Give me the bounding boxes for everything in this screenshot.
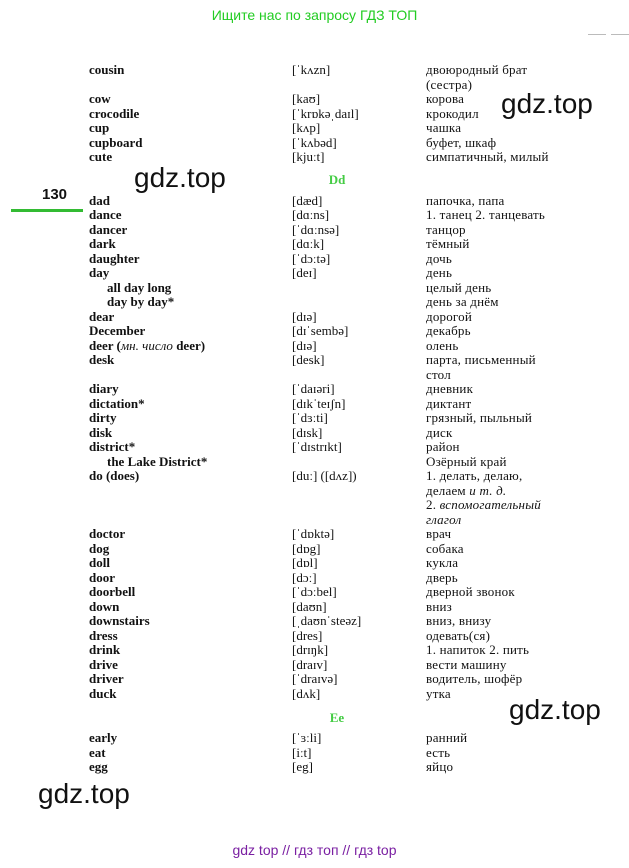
entry-meaning: Озёрный край [426, 454, 507, 469]
entry-meaning: день за днём [426, 294, 499, 309]
corner-mark [588, 34, 606, 37]
entry-word: do (does) [89, 468, 140, 483]
entry-word: day by day* [107, 294, 175, 309]
entry-transcription: [ˈdraɪvə] [292, 671, 338, 686]
entry-meaning: 1. делать, делаю, [426, 468, 523, 483]
entry-word: cute [89, 149, 113, 164]
entry-meaning: двоюродный брат [426, 62, 528, 77]
entry-word: driver [89, 671, 124, 686]
entry-transcription: [dæd] [292, 193, 323, 208]
entry-word: dress [89, 628, 118, 643]
entry-word-note: мн. число [120, 338, 173, 353]
entry-meaning: вести машину [426, 657, 507, 672]
entry-word: eat [89, 745, 106, 760]
entry-transcription: [kaʊ] [292, 91, 321, 106]
entry-meaning: врач [426, 526, 452, 541]
entry-meaning: район [426, 439, 460, 454]
entry-transcription: [dɒg] [292, 541, 321, 556]
entry-meaning: симпатичный, милый [426, 149, 549, 164]
entry-word: door [89, 570, 115, 585]
entry-transcription: [draɪv] [292, 657, 328, 672]
entry-word: December [89, 323, 146, 338]
entry-transcription: [ˈkʌbəd] [292, 135, 337, 150]
entry-meaning: яйцо [426, 759, 454, 774]
entry-word: drink [89, 642, 121, 657]
entry-meaning: крокодил [426, 106, 479, 121]
watermark: gdz.top [38, 778, 130, 809]
entry-transcription: [daʊn] [292, 599, 327, 614]
entry-word: dear [89, 309, 115, 324]
entry-word: duck [89, 686, 117, 701]
entry-word: doorbell [89, 584, 136, 599]
footer-links[interactable]: gdz top // гдз топ // гдз top [232, 842, 397, 858]
entry-word: drive [89, 657, 118, 672]
entry-transcription: [ˈdɜːti] [292, 410, 328, 425]
entry-transcription: [iːt] [292, 745, 312, 760]
entry-transcription: [kjuːt] [292, 149, 325, 164]
entry-transcription: [dɔː] [292, 570, 317, 585]
entry-meaning: стол [426, 367, 451, 382]
entry-meaning-note: и т. д. [469, 483, 507, 498]
entry-meaning: есть [426, 745, 451, 760]
entry-transcription: [ˈdɔːtə] [292, 251, 331, 266]
entry-meaning: день [426, 265, 453, 280]
entry-word: dark [89, 236, 116, 251]
entry-transcription: [ˈkʌzn] [292, 62, 331, 77]
entry-meaning: диск [426, 425, 453, 440]
entry-meaning: дорогой [426, 309, 472, 324]
entry-transcription: [dres] [292, 628, 323, 643]
entry-meaning: чашка [426, 120, 462, 135]
entry-meaning: дочь [426, 251, 453, 266]
entry-transcription: [ˈdɑːnsə] [292, 222, 340, 237]
entry-word: cow [89, 91, 111, 106]
entry-meaning: дневник [426, 381, 474, 396]
entry-meaning: утка [426, 686, 451, 701]
entry-transcription: [dɑːns] [292, 207, 330, 222]
entry-meaning: тёмный [426, 236, 470, 251]
entry-meaning: водитель, шофёр [426, 671, 523, 686]
entry-word: cupboard [89, 135, 143, 150]
entry-word: down [89, 599, 120, 614]
entry-transcription: [desk] [292, 352, 325, 367]
entry-meaning: (сестра) [426, 77, 473, 92]
entry-meaning: целый день [426, 280, 492, 295]
entry-transcription: [drɪŋk] [292, 642, 329, 657]
entry-word: district* [89, 439, 136, 454]
entry-meaning-note: глагол [426, 512, 462, 527]
entry-meaning: 1. напиток 2. пить [426, 642, 530, 657]
entry-word: daughter [89, 251, 140, 266]
entry-meaning: делаем и т. д. [426, 483, 507, 498]
entry-meaning: буфет, шкаф [426, 135, 497, 150]
entry-meaning: вниз [426, 599, 452, 614]
entry-transcription: [duː] ([dʌz]) [292, 468, 357, 483]
entry-meaning: декабрь [426, 323, 471, 338]
entry-word: dance [89, 207, 122, 222]
entry-meaning: танцор [426, 222, 466, 237]
entry-meaning-note: вспомогательный [439, 497, 541, 512]
entry-meaning: олень [426, 338, 459, 353]
entry-transcription: [dɪə] [292, 338, 317, 353]
entry-word: desk [89, 352, 115, 367]
entry-meaning: вниз, внизу [426, 613, 492, 628]
entry-transcription: [dɪə] [292, 309, 317, 324]
entry-transcription: [dɑːk] [292, 236, 325, 251]
section-header-d: Dd [328, 172, 346, 187]
corner-mark [611, 34, 629, 37]
entry-word: the Lake District* [107, 454, 208, 469]
entry-word: downstairs [89, 613, 150, 628]
entry-meaning: одевать(ся) [426, 628, 491, 643]
search-banner: Ищите нас по запросу ГДЗ ТОП [211, 7, 418, 23]
entry-meaning: дверной звонок [426, 584, 515, 599]
entry-word: day [89, 265, 110, 280]
entry-transcription: [ˈɜːli] [292, 730, 322, 745]
entry-meaning: дверь [426, 570, 458, 585]
entry-meaning: 2. вспомогательный [426, 497, 541, 512]
entry-transcription: [ˈdɪstrɪkt] [292, 439, 342, 454]
watermark: gdz.top [134, 162, 226, 193]
entry-word: early [89, 730, 118, 745]
entry-word: all day long [107, 280, 172, 295]
watermark: gdz.top [509, 694, 601, 725]
section-header-e: Ee [329, 710, 345, 725]
entry-word: dirty [89, 410, 117, 425]
entry-meaning [426, 512, 461, 527]
entry-transcription: [dɪkˈteɪʃn] [292, 396, 346, 411]
entry-transcription: [dɒl] [292, 555, 318, 570]
entry-word: crocodile [89, 106, 140, 121]
entry-transcription: [eg] [292, 759, 313, 774]
entry-transcription: [dɪsk] [292, 425, 323, 440]
entry-word: dog [89, 541, 110, 556]
entry-meaning: диктант [426, 396, 472, 411]
entry-transcription: [ˌdaʊnˈsteəz] [292, 613, 362, 628]
entry-transcription: [ˈdaɪəri] [292, 381, 335, 396]
entry-word: dictation* [89, 396, 145, 411]
entry-meaning: парта, письменный [426, 352, 536, 367]
entry-meaning: грязный, пыльный [426, 410, 533, 425]
watermark: gdz.top [501, 88, 593, 119]
entry-word: cousin [89, 62, 125, 77]
entry-meaning: 1. танец 2. танцевать [426, 207, 546, 222]
entry-transcription: [dɪˈsembə] [292, 323, 349, 338]
entry-word: dad [89, 193, 110, 208]
entry-meaning: кукла [426, 555, 459, 570]
entry-transcription: [deɪ] [292, 265, 317, 280]
entry-word: doctor [89, 526, 126, 541]
entry-transcription: [ˈkrɒkəˌdaɪl] [292, 106, 359, 121]
entry-word: dancer [89, 222, 128, 237]
page-number-rule [11, 209, 83, 212]
entry-word: diary [89, 381, 119, 396]
entry-meaning: ранний [426, 730, 468, 745]
entry-word: doll [89, 555, 110, 570]
entry-meaning: корова [426, 91, 465, 106]
entry-transcription: [ˈdɒktə] [292, 526, 335, 541]
entry-transcription: [ˈdɔːbel] [292, 584, 337, 599]
entry-transcription: [kʌp] [292, 120, 321, 135]
entry-word: egg [89, 759, 108, 774]
entry-meaning: собака [426, 541, 464, 556]
page-number: 130 [42, 186, 68, 203]
entry-transcription: [dʌk] [292, 686, 321, 701]
entry-word: disk [89, 425, 113, 440]
entry-word: cup [89, 120, 110, 135]
entry-meaning: папочка, папа [426, 193, 505, 208]
entry-word: deer (мн. число deer) [89, 338, 206, 353]
